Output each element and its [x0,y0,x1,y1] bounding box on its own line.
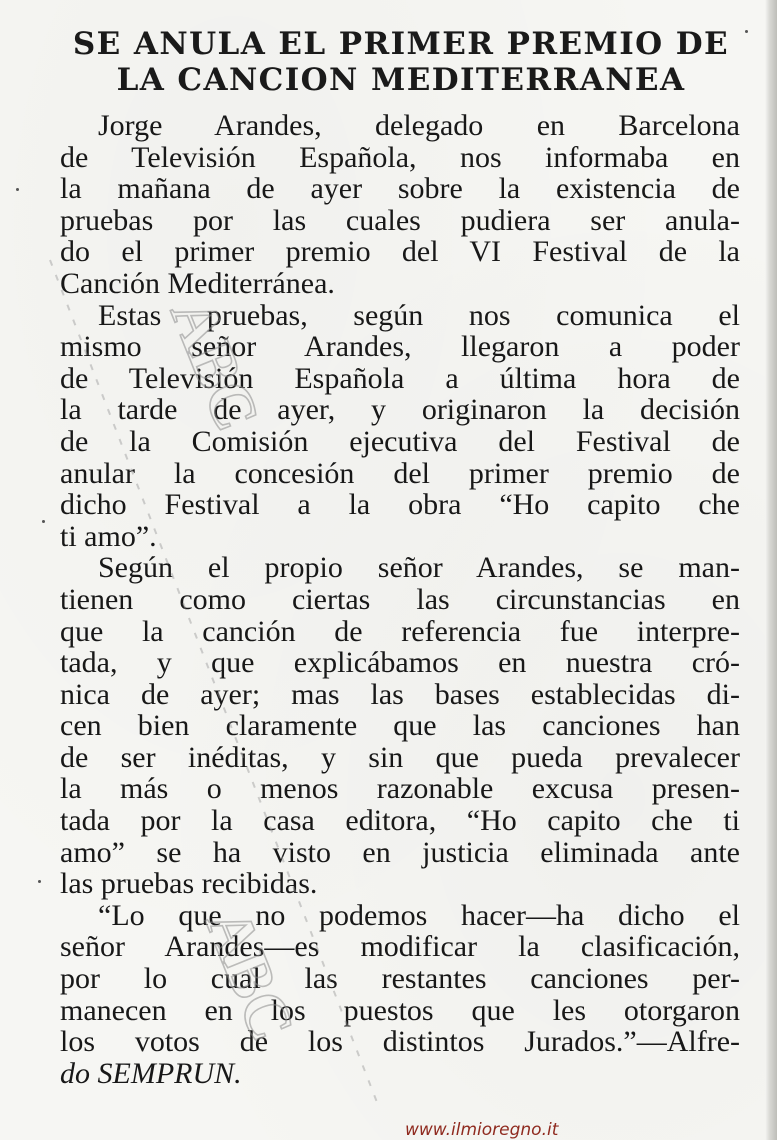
body-line: la más o menos razonable excusa presen- [60,772,740,806]
body-line: cen bien claramente que las canciones han [60,709,740,743]
body-line: de Televisión Española a última hora de [60,361,740,395]
headline-line-2: LA CANCION MEDITERRANEA [116,62,686,98]
body-line: de Televisión Española, nos informaba en [60,140,740,174]
body-line: ti amo”. [60,519,157,553]
body-line: Jorge Arandes, delegado en Barcelona [98,109,740,142]
ink-speck [42,520,45,523]
body-line: de ser inéditas, y sin que pueda prevalecer [60,740,740,774]
body-line: de la Comisión ejecutiva del Festival de [60,424,740,458]
body-line: las pruebas recibidas. [60,867,318,901]
article-body [60,110,740,1089]
body-line: “Lo que no podemos hacer—ha dicho el [98,898,740,932]
body-line: señor Arandes—es modificar la clasificación, [60,930,740,964]
body-line: dicho Festival a la obra “Ho capito che [60,488,740,522]
body-line: los votos de los distintos Jurados.”—Alfre- [60,1025,740,1059]
body-line: por lo cual las restantes canciones per- [60,962,740,996]
body-line: tienen como ciertas las circunstancias en [60,582,740,616]
ink-speck [745,30,748,33]
body-line: Estas pruebas, según nos comunica el [98,298,740,332]
watermark-text-2: ABC [192,898,309,1051]
body-line: manecen en los puestos que les otorgaron [60,993,740,1027]
body-line: Canción Mediterránea. [60,266,335,300]
watermark-text-1: ABC [157,288,274,441]
headline [56,26,746,98]
paper-edge-shadow [765,0,777,1140]
body-line: la mañana de ayer sobre la existencia de [60,172,740,206]
headline-line-1: SE ANULA EL PRIMER PREMIO DE [72,26,730,62]
author-signature: do SEMPRUN. [60,1056,242,1090]
ink-speck [38,880,41,883]
body-line: mismo señor Arandes, llegaron a poder [60,330,740,364]
body-line: do el primer premio del VI Festival de la [60,235,740,269]
body-line: pruebas por las cuales pudiera ser anula- [60,203,740,237]
body-line: tada, y que explicábamos en nuestra cró- [60,646,740,680]
body-line: nica de ayer; mas las bases establecidas di- [60,677,740,711]
site-credit: www.ilmioregno.it [405,1120,559,1140]
body-line: que la canción de referencia fue interpre- [60,614,740,648]
body-line: la tarde de ayer, y originaron la decisión [60,393,740,427]
ink-speck [16,188,19,191]
body-line: tada por la casa editora, “Ho capito che ti [60,804,740,838]
body-line: amo” se ha visto en justicia eliminada ante [60,835,740,869]
body-line: anular la concesión del primer premio de [60,456,740,490]
body-line: Según el propio señor Arandes, se man- [98,551,740,585]
